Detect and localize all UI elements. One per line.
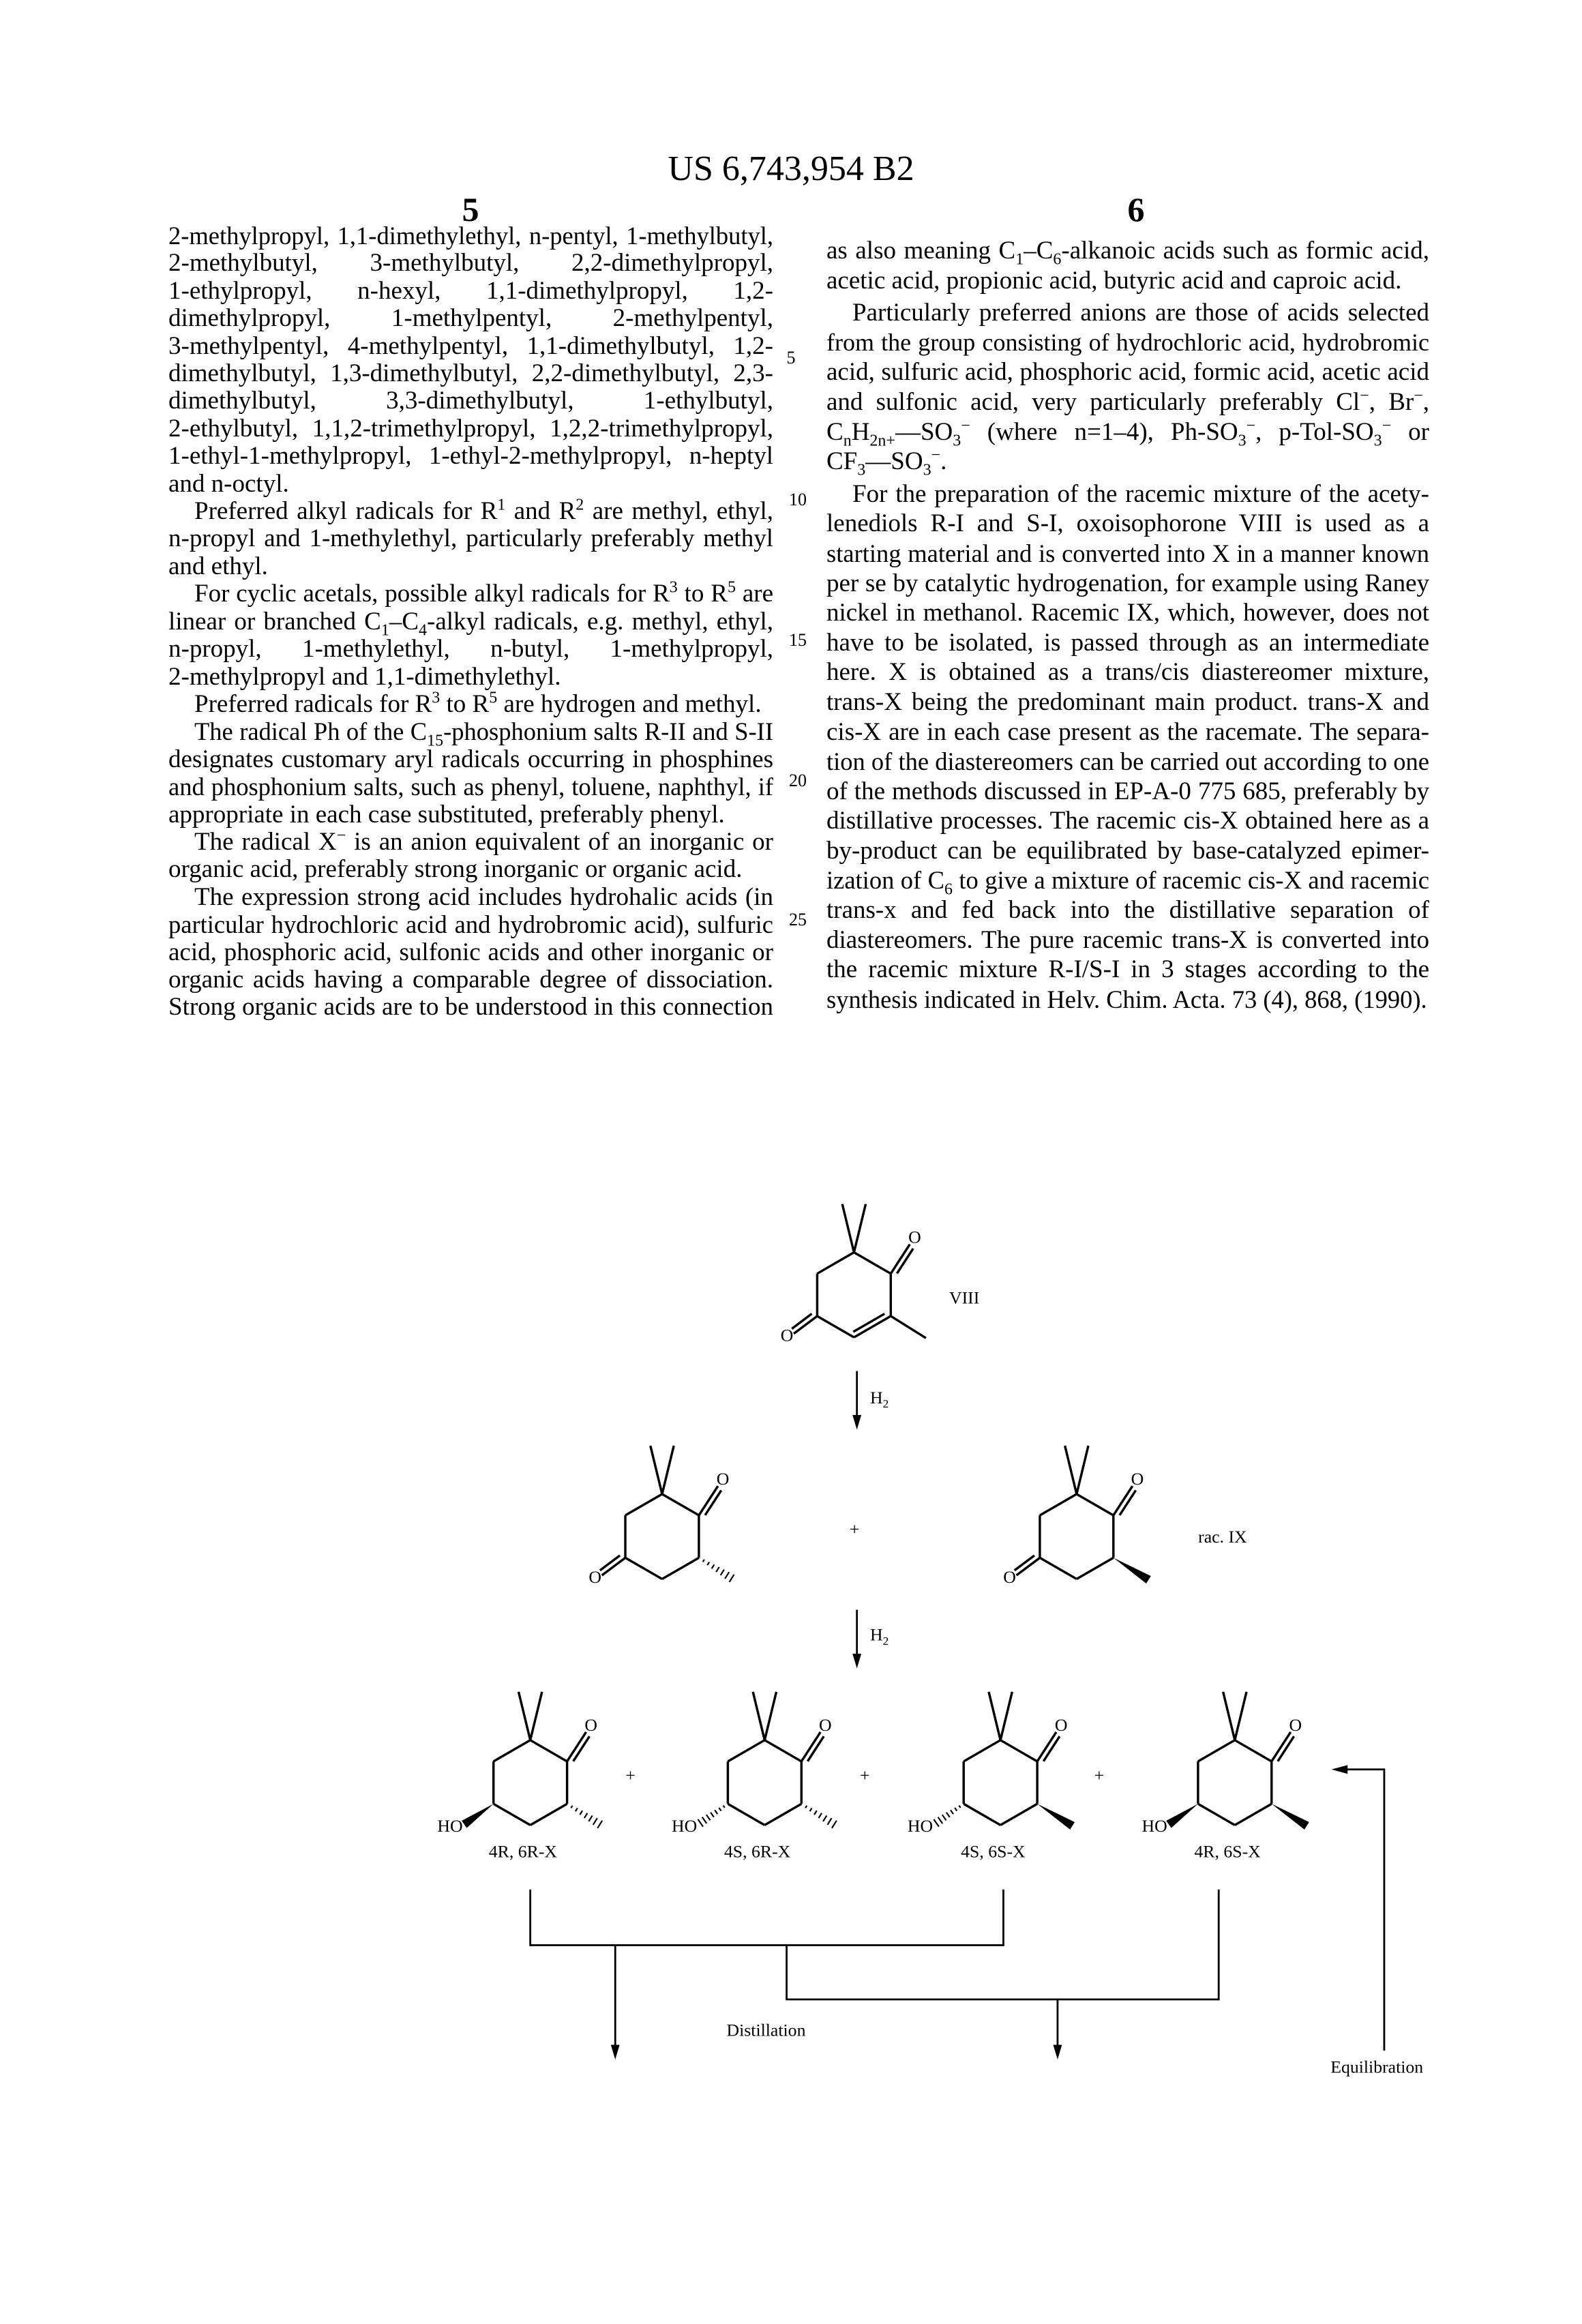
bond	[1235, 1740, 1272, 1761]
bond	[817, 1316, 854, 1337]
text-run: ,	[1423, 388, 1429, 416]
text-run: the racemic mixture R-I/S-I in 3 stages according to the	[826, 955, 1429, 983]
subscript: 1	[381, 621, 389, 639]
text-run: –C	[389, 608, 419, 636]
arrowhead-icon	[852, 1415, 861, 1429]
hash-bond	[823, 1815, 826, 1821]
methyl-bond	[1223, 1692, 1235, 1740]
text-run: appropriate in each case substituted, preferably phenyl.	[168, 801, 725, 829]
text-run: to R	[440, 690, 489, 718]
text-run: , Br	[1369, 388, 1414, 416]
superscript: 3	[432, 689, 440, 707]
superscript: −	[1360, 387, 1369, 405]
hash-bond	[730, 1575, 734, 1582]
column-number-right: 6	[1068, 190, 1204, 229]
text-run: are methyl, ethyl,	[584, 497, 773, 525]
text-run: from the group consisting of hydrochloric acid, hydrobromic	[826, 329, 1429, 356]
hash-bond	[810, 1808, 812, 1811]
bond	[964, 1804, 1000, 1825]
wedge-bond	[1114, 1558, 1151, 1583]
text-run: The expression strong acid includes hydrohalic acids (in	[194, 883, 773, 911]
hash-bond	[571, 1806, 572, 1808]
wedge-bond	[1037, 1804, 1075, 1830]
line-number: 5	[771, 348, 811, 368]
bond	[728, 1740, 764, 1761]
text-run: 1-ethylpropyl, n-hexyl, 1,1-dimethylpropyl, 1,2-	[168, 277, 773, 305]
text-run: designates customary aryl radicals occurring in phosphines	[168, 745, 773, 773]
bond	[728, 1804, 764, 1825]
superscript: −	[1382, 417, 1392, 434]
hash-bond	[721, 1570, 724, 1576]
hash-bond	[588, 1815, 592, 1821]
bond	[625, 1494, 662, 1515]
methyl-bond	[891, 1316, 926, 1338]
hash-bond	[712, 1564, 715, 1568]
plus-sign: +	[860, 1766, 870, 1785]
oxygen-label: O	[819, 1715, 832, 1735]
line-number: 25	[777, 910, 818, 930]
arrowhead-icon	[852, 1654, 861, 1668]
bond	[1198, 1804, 1235, 1825]
text-run: n-propyl and 1-methylethyl, particularly preferably methyl	[168, 524, 773, 552]
oxygen-label: O	[781, 1325, 794, 1345]
superscript: −	[931, 447, 941, 464]
line-number: 20	[777, 771, 818, 791]
text-run: 2-methylpropyl and 1,1-dimethylethyl.	[168, 663, 561, 691]
hash-bond	[827, 1818, 831, 1825]
hydroxyl-label: HO	[1142, 1816, 1167, 1836]
bond	[1040, 1558, 1077, 1579]
text-run: The radical X	[194, 828, 337, 856]
text-run: Preferred alkyl radicals for R	[194, 497, 497, 525]
subscript: 15	[427, 732, 443, 750]
bond	[764, 1740, 801, 1761]
text-run: and phosphonium salts, such as phenyl, toluene, naphthyl, if	[168, 773, 773, 801]
text-run: 3-methylpentyl, 4-methylpentyl, 1,1-dimethylbutyl, 1,2-	[168, 332, 773, 360]
wedge-bond	[1166, 1804, 1198, 1828]
methyl-bond	[989, 1692, 1000, 1740]
bond	[531, 1804, 567, 1825]
superscript: 5	[728, 579, 736, 597]
column-number-left: 5	[402, 190, 539, 229]
hash-bond	[942, 1815, 946, 1820]
bond	[1000, 1740, 1037, 1761]
subscript: 3	[923, 462, 931, 479]
text-run: CF	[826, 447, 857, 475]
text-run: starting material and is converted into X in a manner known	[826, 539, 1429, 567]
text-run: and sulfonic acid, very particularly preferably Cl	[826, 388, 1360, 416]
text-run: 2-ethylbutyl, 1,1,2-trimethylpropyl, 1,2,2-trimethylpropyl,	[168, 415, 773, 443]
text-run: For cyclic acetals, possible alkyl radicals for R	[194, 580, 670, 608]
text-run: or	[1391, 418, 1429, 446]
text-run: -alkyl radicals, e.g. methyl, ethyl,	[427, 608, 773, 636]
text-run: dimethylbutyl, 1,3-dimethylbutyl, 2,2-dimethylbutyl, 2,3-	[168, 359, 773, 387]
oxygen-label: O	[908, 1227, 921, 1247]
bond	[1235, 1804, 1272, 1825]
subscript: 4	[419, 621, 427, 639]
superscript: 5	[489, 689, 497, 707]
subscript: 6	[944, 881, 953, 899]
bond	[1077, 1558, 1114, 1579]
text-run: 2-methylpropyl, 1,1-dimethylethyl, n-pentyl, 1-methylbutyl,	[168, 222, 773, 250]
hash-bond	[832, 1821, 837, 1828]
text-run: distillative processes. The racemic cis-X obtained here as a	[826, 807, 1429, 835]
superscript: −	[961, 417, 970, 434]
methyl-bond	[753, 1692, 764, 1740]
text-run: linear or branched C	[168, 608, 381, 636]
methyl-bond	[854, 1204, 865, 1253]
product-label: 4R, 6R-X	[489, 1842, 558, 1862]
hash-bond	[959, 1806, 960, 1808]
bond	[625, 1558, 662, 1579]
hash-bond	[576, 1808, 578, 1811]
equilibration-arrow	[1345, 1770, 1384, 2051]
product-label: 4S, 6S-X	[961, 1842, 1026, 1862]
text-run: –C	[1024, 237, 1053, 265]
bond	[531, 1740, 567, 1761]
text-run: synthesis indicated in Helv. Chim. Acta. 73 (4), 868, (1990).	[826, 985, 1427, 1013]
text-run: 2-methylbutyl, 3-methylbutyl, 2,2-dimethylpropyl,	[168, 249, 773, 277]
hash-bond	[702, 1817, 707, 1823]
superscript: 2	[576, 496, 584, 514]
subscript: 3	[857, 462, 865, 479]
oxygen-label: O	[584, 1715, 597, 1735]
product-label: 4R, 6S-X	[1194, 1842, 1261, 1862]
text-run: organic acid, preferably strong inorganic or organic acid.	[168, 855, 742, 883]
arrowhead-icon	[1332, 1765, 1348, 1774]
subscript: 6	[1053, 250, 1061, 268]
oxygen-label: O	[717, 1469, 730, 1489]
text-run: acetic acid, propionic acid, butyric acid and caproic acid.	[826, 267, 1401, 295]
plus-sign: +	[625, 1766, 636, 1785]
double-bond	[854, 1316, 891, 1337]
hash-bond	[706, 1815, 711, 1820]
hydroxyl-label: HO	[672, 1816, 697, 1836]
hash-bond	[725, 1572, 729, 1579]
plus-sign: +	[1094, 1766, 1105, 1785]
compound-label-ix: rac. IX	[1198, 1527, 1247, 1547]
text-run: to give a mixture of racemic cis-X and racemic	[953, 866, 1429, 894]
plus-sign: +	[850, 1519, 860, 1539]
subscript: 3	[1238, 432, 1247, 449]
text-run: nickel in methanol. Racemic IX, which, however, does not	[826, 599, 1429, 627]
hash-bond	[819, 1813, 822, 1818]
text-run: ization of C	[826, 866, 944, 894]
line-number: 10	[777, 490, 818, 510]
hash-bond	[707, 1562, 709, 1566]
text-run: here. X is obtained as a trans/cis diastereomer mixture,	[826, 658, 1429, 686]
arrowhead-icon	[611, 2045, 620, 2059]
hash-bond	[814, 1811, 817, 1815]
bond	[494, 1740, 531, 1761]
methyl-bond	[764, 1692, 776, 1740]
methyl-bond	[518, 1692, 530, 1740]
hash-bond	[934, 1819, 938, 1827]
methyl-bond	[1077, 1446, 1088, 1494]
text-run: tion of the diastereomers can be carried out according to one	[826, 747, 1429, 775]
text-run: .	[940, 447, 946, 475]
bond	[817, 1253, 854, 1274]
patent-number: US 6,743,954 B2	[0, 149, 1582, 189]
subscript: 2n+	[869, 432, 895, 449]
subscript: n	[844, 432, 852, 449]
text-run: lenediols R-I and S-I, oxoisophorone VIII is used as a	[826, 509, 1429, 537]
methyl-bond	[651, 1446, 662, 1494]
subscript: 3	[1374, 432, 1382, 449]
methyl-bond	[1235, 1692, 1247, 1740]
text-run: are hydrogen and methyl.	[497, 690, 761, 718]
hash-bond	[723, 1806, 724, 1808]
arrowhead-icon	[1053, 2045, 1062, 2059]
hash-bond	[716, 1567, 719, 1572]
oxygen-label: O	[1055, 1715, 1068, 1735]
text-run: have to be isolated, is passed through as an intermediate	[826, 629, 1429, 657]
oxygen-label: O	[1131, 1469, 1144, 1489]
text-run: and n-octyl.	[168, 470, 289, 498]
subscript: 3	[953, 432, 961, 449]
text-run: acid, phosphoric acid, sulfonic acids and other inorganic or	[168, 938, 773, 966]
hash-bond	[593, 1818, 597, 1825]
hash-bond	[580, 1811, 582, 1815]
bond	[662, 1558, 699, 1579]
product-label: 4S, 6R-X	[724, 1842, 791, 1862]
text-run: cis-X are in each case present as the racemate. The separa-	[826, 718, 1429, 746]
subscript: 1	[1015, 250, 1024, 268]
hash-bond	[597, 1821, 602, 1828]
text-run: per se by catalytic hydrogenation, for example using Raney	[826, 569, 1429, 597]
text-run: of the methods discussed in EP-A-0 775 685, preferably by	[826, 777, 1429, 805]
distillation-label: Distillation	[727, 2021, 806, 2040]
oxygen-label: O	[588, 1567, 601, 1587]
hash-bond	[711, 1813, 714, 1817]
bond	[854, 1253, 891, 1274]
hash-bond	[715, 1810, 717, 1814]
text-run: -phosphonium salts R-II and S-II	[443, 717, 773, 745]
wedge-bond	[462, 1804, 494, 1828]
bond	[1077, 1494, 1114, 1515]
methyl-bond	[1000, 1692, 1012, 1740]
methyl-bond	[662, 1446, 674, 1494]
hydroxyl-label: HO	[908, 1816, 933, 1836]
text-run: is an anion equivalent of an inorganic or	[346, 828, 773, 856]
bond	[1198, 1740, 1235, 1761]
superscript: −	[1247, 417, 1256, 434]
text-run: and R	[505, 497, 576, 525]
bond	[1040, 1494, 1077, 1515]
hash-bond	[946, 1813, 950, 1817]
text-run: Preferred radicals for R	[194, 690, 432, 718]
text-run: n-propyl, 1-methylethyl, n-butyl, 1-methylpropyl,	[168, 635, 773, 663]
text-run: Particularly preferred anions are those of acids selected	[852, 299, 1429, 327]
superscript: 3	[670, 579, 678, 597]
text-run: trans-x and fed back into the distillative separation of	[826, 896, 1429, 924]
hash-bond	[955, 1808, 957, 1811]
hash-bond	[584, 1813, 588, 1818]
text-run: C	[826, 418, 844, 446]
reagent-h2-label: H2	[870, 1625, 889, 1648]
hash-bond	[703, 1560, 704, 1562]
text-run: The radical Ph of the C	[194, 717, 427, 745]
text-run: H	[852, 418, 870, 446]
text-run: Strong organic acids are to be understood in this connection	[168, 993, 773, 1021]
text-run: as also meaning C	[826, 237, 1015, 265]
hash-bond	[938, 1817, 943, 1823]
bond	[1000, 1804, 1037, 1825]
bond	[964, 1740, 1000, 1761]
text-run: 1-ethyl-1-methylpropyl, 1-ethyl-2-methylpropyl, n-heptyl	[168, 442, 773, 470]
oxygen-label: O	[1289, 1715, 1302, 1735]
equilibration-label: Equilibration	[1330, 2057, 1423, 2076]
text-run: For the preparation of the racemic mixture of the acety-	[852, 480, 1429, 508]
text-run: are	[736, 580, 773, 608]
bond	[662, 1494, 699, 1515]
bracket-line	[531, 1890, 1004, 1946]
methyl-bond	[842, 1204, 854, 1253]
text-run: (where n=1–4), Ph-SO	[970, 418, 1238, 446]
hash-bond	[719, 1808, 721, 1811]
text-run: by-product can be equilibrated by base-catalyzed epimer-	[826, 837, 1429, 865]
line-number: 15	[777, 630, 818, 651]
methyl-bond	[1065, 1446, 1077, 1494]
text-run: acid, sulfuric acid, phosphoric acid, formic acid, acetic acid	[826, 358, 1429, 386]
superscript: −	[337, 827, 346, 845]
text-run: dimethylpropyl, 1-methylpentyl, 2-methylpentyl,	[168, 304, 773, 332]
compound-label-viii: VIII	[949, 1288, 979, 1308]
hash-bond	[698, 1819, 703, 1827]
superscript: 1	[497, 496, 505, 514]
superscript: −	[1414, 387, 1423, 405]
hash-bond	[951, 1810, 953, 1814]
hydroxyl-label: HO	[437, 1816, 462, 1836]
text-run: —SO	[895, 418, 953, 446]
text-run: to R	[678, 580, 728, 608]
text-run: and ethyl.	[168, 552, 268, 580]
wedge-bond	[1272, 1804, 1309, 1830]
text-run: , p-Tol-SO	[1255, 418, 1373, 446]
text-run: -alkanoic acids such as formic acid,	[1061, 237, 1429, 265]
text-run: trans-X being the predominant main product. trans-X and	[826, 688, 1429, 716]
text-run: dimethylbutyl, 3,3-dimethylbutyl, 1-ethylbutyl,	[168, 387, 773, 415]
reagent-h2-label: H2	[870, 1388, 889, 1410]
text-run: organic acids having a comparable degree of dissociation.	[168, 966, 773, 994]
text-run: particular hydrochloric acid and hydrobromic acid), sulfuric	[168, 910, 773, 938]
methyl-bond	[531, 1692, 542, 1740]
bond	[494, 1804, 531, 1825]
oxygen-label: O	[1003, 1567, 1016, 1587]
hash-bond	[805, 1806, 807, 1808]
text-run: —SO	[865, 447, 923, 475]
reaction-scheme	[0, 0, 1582, 2324]
text-run: diastereomers. The pure racemic trans-X is converted into	[826, 926, 1429, 954]
bond	[764, 1804, 801, 1825]
